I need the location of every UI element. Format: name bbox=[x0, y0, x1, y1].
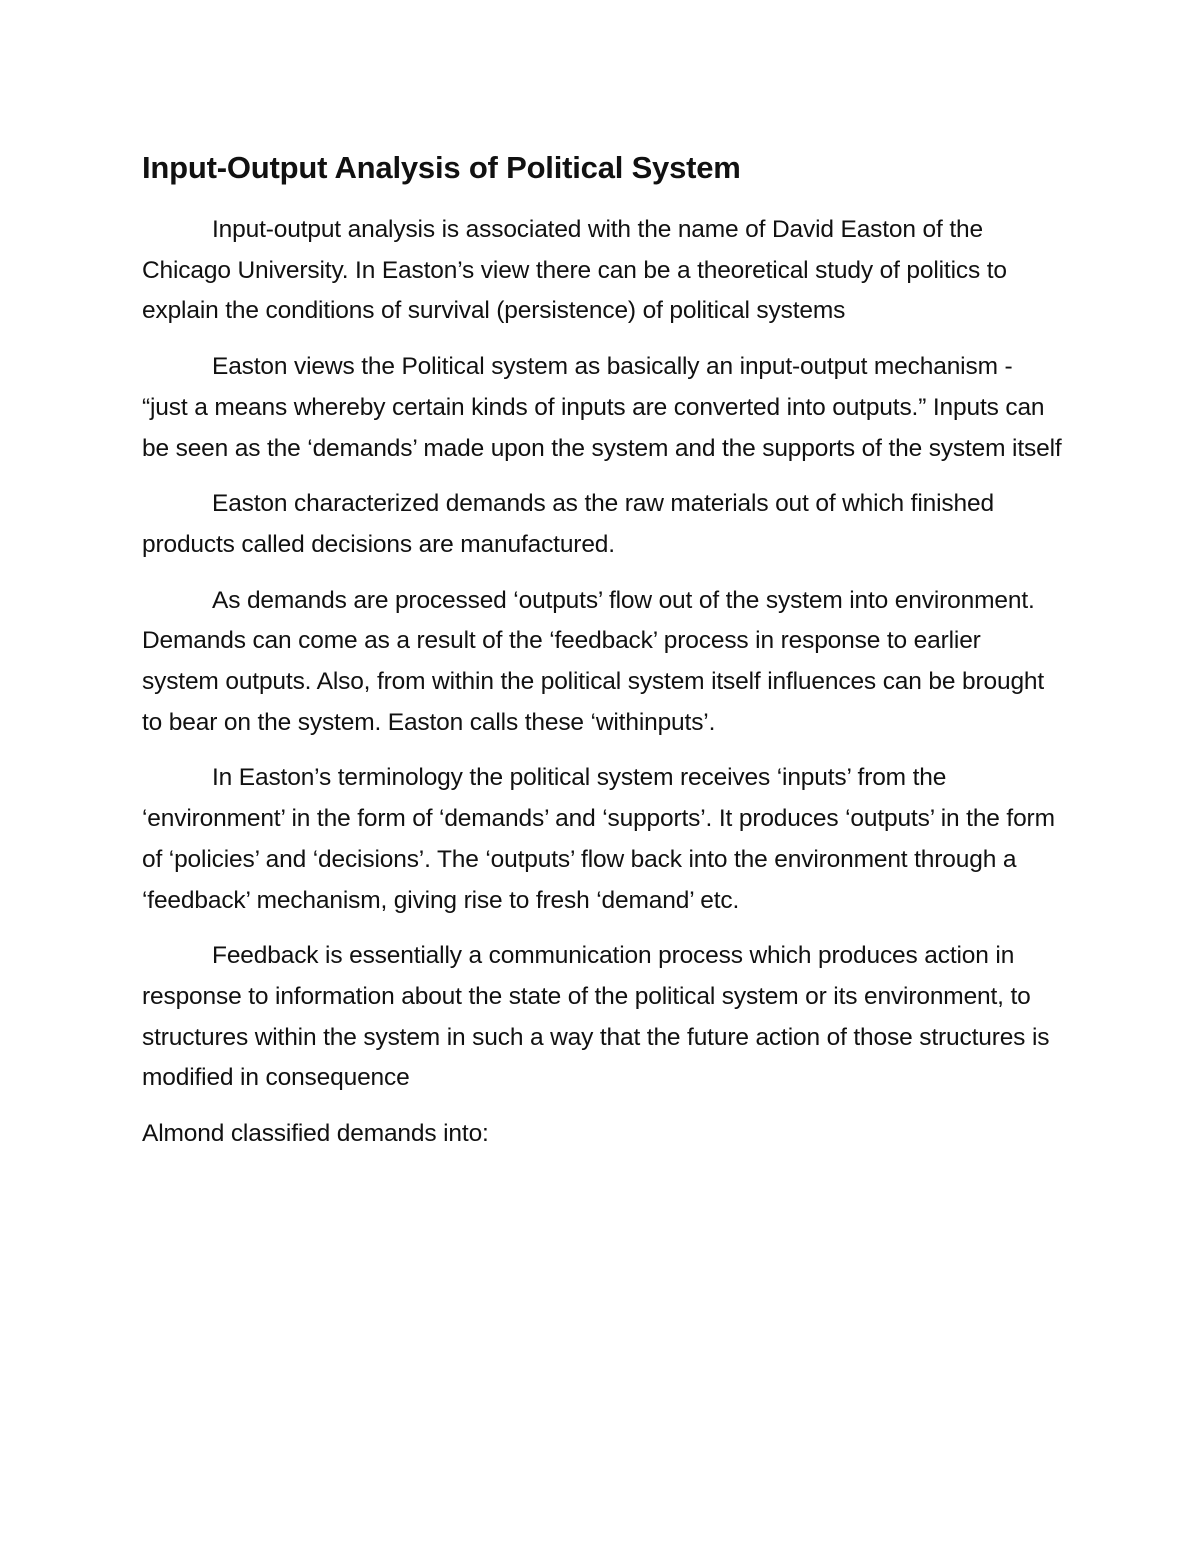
paragraph-demands-raw-materials: Easton characterized demands as the raw materials out of which finished products called decisions are manufactured. bbox=[142, 490, 994, 558]
paragraph-easton-terminology: In Easton’s terminology the political system receives ‘inputs’ from the ‘environment’ in the form of ‘demands’ and ‘supports’. It produces ‘outputs’ in the form of ‘policies’ and ‘decisions’. The ‘outputs’ flow back into the environment through a ‘feedback’ mechanism, giving rise to fresh ‘demand’ etc. bbox=[142, 764, 1055, 914]
document-page bbox=[142, 148, 1062, 1170]
paragraph-almond-classification: Almond classified demands into: bbox=[142, 1120, 489, 1148]
paragraph-feedback-definition: Feedback is essentially a communication process which produces action in response to information about the state of the political system or its environment, to structures within the system in such a way that the future action of those structures is modified in consequence bbox=[142, 942, 1050, 1092]
document-title: Input-Output Analysis of Political System bbox=[142, 150, 741, 185]
paragraph-outputs-feedback: As demands are processed ‘outputs’ flow out of the system into environment. Demands can come as a result of the ‘feedback’ process in response to earlier system outputs. Also, from within the political system itself influences can be brought to bear on the system. Easton calls these ‘withinputs’. bbox=[142, 586, 1045, 736]
paragraph-easton-mechanism: Easton views the Political system as basically an input-output mechanism - “just a means whereby certain kinds of inputs are converted into outputs.” Inputs can be seen as the ‘demands’ made upon the system and the supports of the system itself bbox=[142, 353, 1062, 462]
paragraph-input-output-intro: Input-output analysis is associated with the name of David Easton of the Chicago University. In Easton’s view there can be a theoretical study of politics to explain the conditions of survival (persistence) of political systems bbox=[142, 216, 1007, 325]
